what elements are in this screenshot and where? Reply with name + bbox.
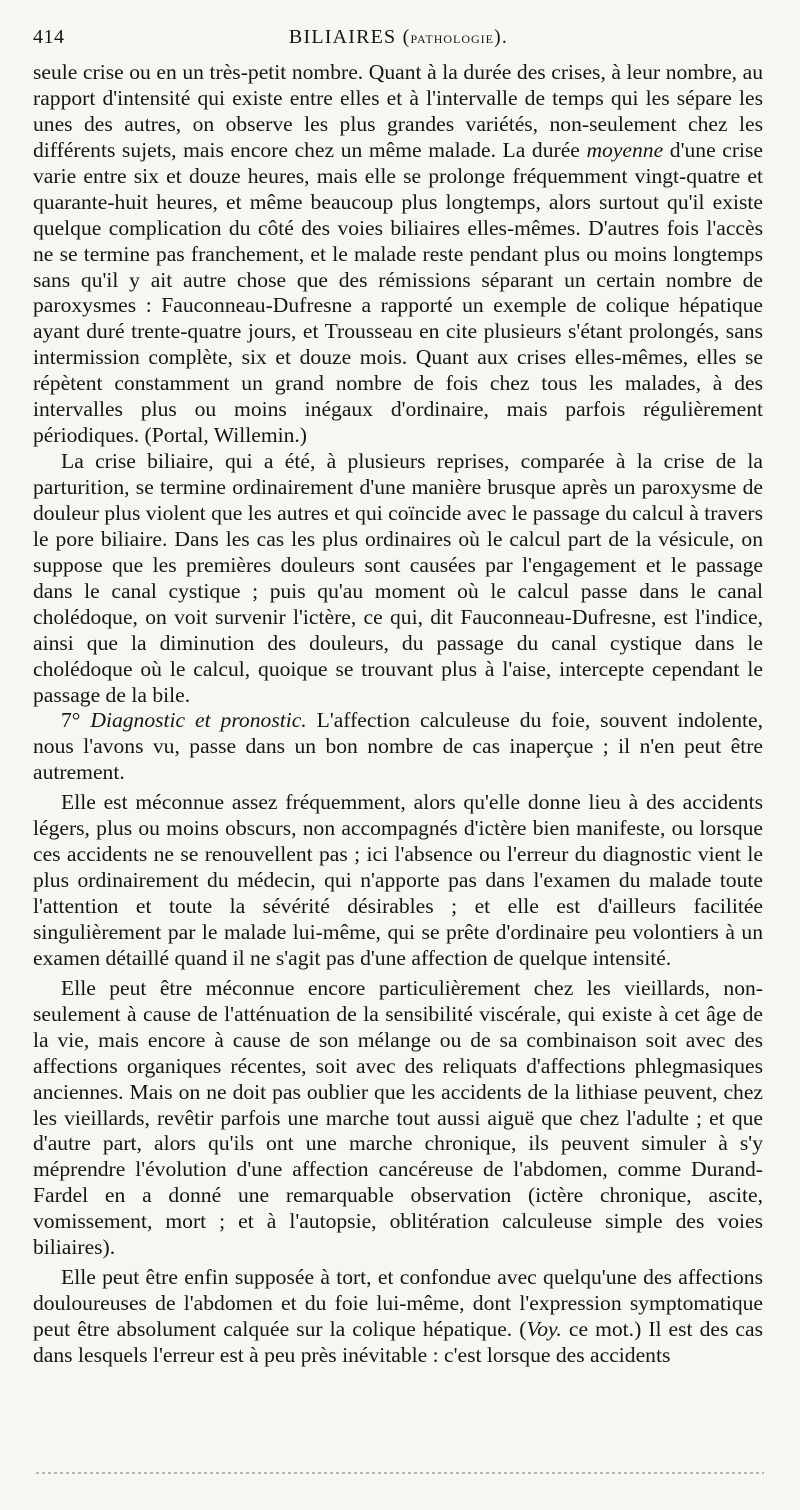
paragraph-6 bbox=[33, 1265, 763, 1369]
paragraph-4 bbox=[33, 790, 763, 972]
paragraph-1-emphasis: moyenne bbox=[586, 137, 664, 162]
paragraph-1-text: seule crise ou en un très-petit nombre. Quant à la durée des crises, à leur nombre, au rapport d'intensité qui existe entre elles et à l'intervalle de temps qui les sépare les unes des autres, on observe les plus grandes variétés, non-seulement chez les différents sujets, mais encore chez un même malade. La durée bbox=[33, 60, 763, 162]
section-number: 7° bbox=[61, 708, 81, 733]
paragraph-5-text: Elle peut être méconnue encore particulièrement chez les vieillards, non-seulement à cause de l'atténuation de la sensibilité viscérale, qui existe à cet âge de la vie, mais encore à cause de son mélange ou de sa combinaison soit avec des affections organiques récentes, soit avec des reliquats d'affections phlegmasiques anciennes. Mais on ne doit pas oublier que les accidents de la lithiase peuvent, chez les vieillards, revêtir parfois une marche tout aussi aiguë que chez l'adulte ; et que d'autre part, alors qu'ils ont une marche chronique, ils peuvent simuler à s'y méprendre l'évolution d'une affection cancéreuse de l'abdomen, comme Durand-Fardel en a donné une remarquable observation (ictère chronique, ascite, vomissement, mort ; et à l'autopsie, oblitération calculeuse simple des voies biliaires). bbox=[33, 975, 763, 1260]
running-title-end: ). bbox=[494, 26, 509, 48]
bottom-ghost-rule bbox=[36, 1472, 764, 1474]
paragraph-3-text: L'affection calculeuse du foie, souvent indolente, nous l'avons vu, passe dans un bon nombre de cas inaperçue ; il n'en peut être autrement. bbox=[33, 708, 764, 785]
paragraph-5 bbox=[33, 976, 763, 1261]
paragraph-4-text: Elle est méconnue assez fréquemment, alors qu'elle donne lieu à des accidents légers, plus ou moins obscurs, non accompagnés d'ictère bien manifeste, ou lorsque ces accidents ne se renouvellent pas ; ici l'absence ou l'erreur du diagnostic vient le plus ordinairement du médecin, qui n'apporte pas dans l'examen du malade toute l'attention et toute la sévérité désirables ; et elle est d'ailleurs facilitée singulièrement par le malade lui-même, qui se prête d'ordinaire peu volontiers à un examen détaillé quand il ne s'agit pas d'une affection de quelque intensité. bbox=[33, 790, 763, 970]
page-header bbox=[33, 26, 764, 58]
paragraph-6-text-rest: ce mot.) Il est des cas dans lesquels l'erreur est à peu près inévitable : c'est lorsque des accidents bbox=[33, 1317, 763, 1367]
paragraph-2-text: La crise biliaire, qui a été, à plusieurs reprises, comparée à la crise de la parturition, se termine ordinairement d'une manière brusque après un paroxysme de douleur plus violent que les autres et qui coïncide avec le passage du calcul à travers le pore biliaire. Dans les cas les plus ordinaires où le calcul part de la vésicule, on suppose que les premières douleurs sont causées par l'engagement et le passage dans le canal cystique ; puis qu'au moment où le calcul passe dans le canal cholédoque, on voit survenir l'ictère, ce qui, dit Fauconneau-Dufresne, est l'indice, ainsi que la diminution des douleurs, du passage du canal cystique dans le cholédoque où le calcul, quoique se trouvant plus à l'aise, intercepte cependant le passage de la bile. bbox=[33, 449, 763, 707]
paragraph-6-text: Elle peut être enfin supposée à tort, et confondue avec quelqu'une des affections douloureuses de l'abdomen et du foie lui-même, dont l'expression symptomatique peut être absolument calquée sur la colique hépatique. ( bbox=[33, 1265, 763, 1341]
running-title bbox=[33, 26, 764, 49]
paragraph-2 bbox=[33, 449, 763, 708]
paragraph-1 bbox=[33, 60, 763, 449]
running-title-main: BILIAIRES ( bbox=[288, 26, 411, 48]
section-heading: Diagnostic et pronostic. bbox=[90, 708, 307, 733]
paragraph-1-text-rest: d'une crise varie entre six et douze heures, mais elle se prolonge fréquemment vingt-quatre et quarante-huit heures, et même beaucoup plus longtemps, alors surtout qu'il existe quelque complication du côté des voies biliaires elles-mêmes. D'autres fois l'accès ne se termine pas franchement, et le malade reste pendant plus ou moins longtemps sans qu'il y ait autre chose que des rémissions séparant un certain nombre de paroxysmes : Fauconneau-Dufresne a rapporté un exemple de colique hépatique ayant duré trente-quatre jours, et Trousseau en cite plusieurs s'étant prolongés, sans intermission complète, six et douze mois. Quant aux crises elles-mêmes, elles se répètent constamment un grand nombre de fois chez tous les malades, à des intervalles plus ou moins inégaux d'ordinaire, mais parfois régulièrement périodiques. (Portal, Willemin.) bbox=[33, 137, 764, 448]
paragraph-6-emphasis: Voy. bbox=[526, 1317, 562, 1341]
body-text bbox=[33, 60, 763, 1369]
page-number: 414 bbox=[33, 26, 65, 48]
running-title-subject: PATHOLOGIE bbox=[410, 32, 495, 46]
paragraph-3 bbox=[33, 708, 763, 786]
